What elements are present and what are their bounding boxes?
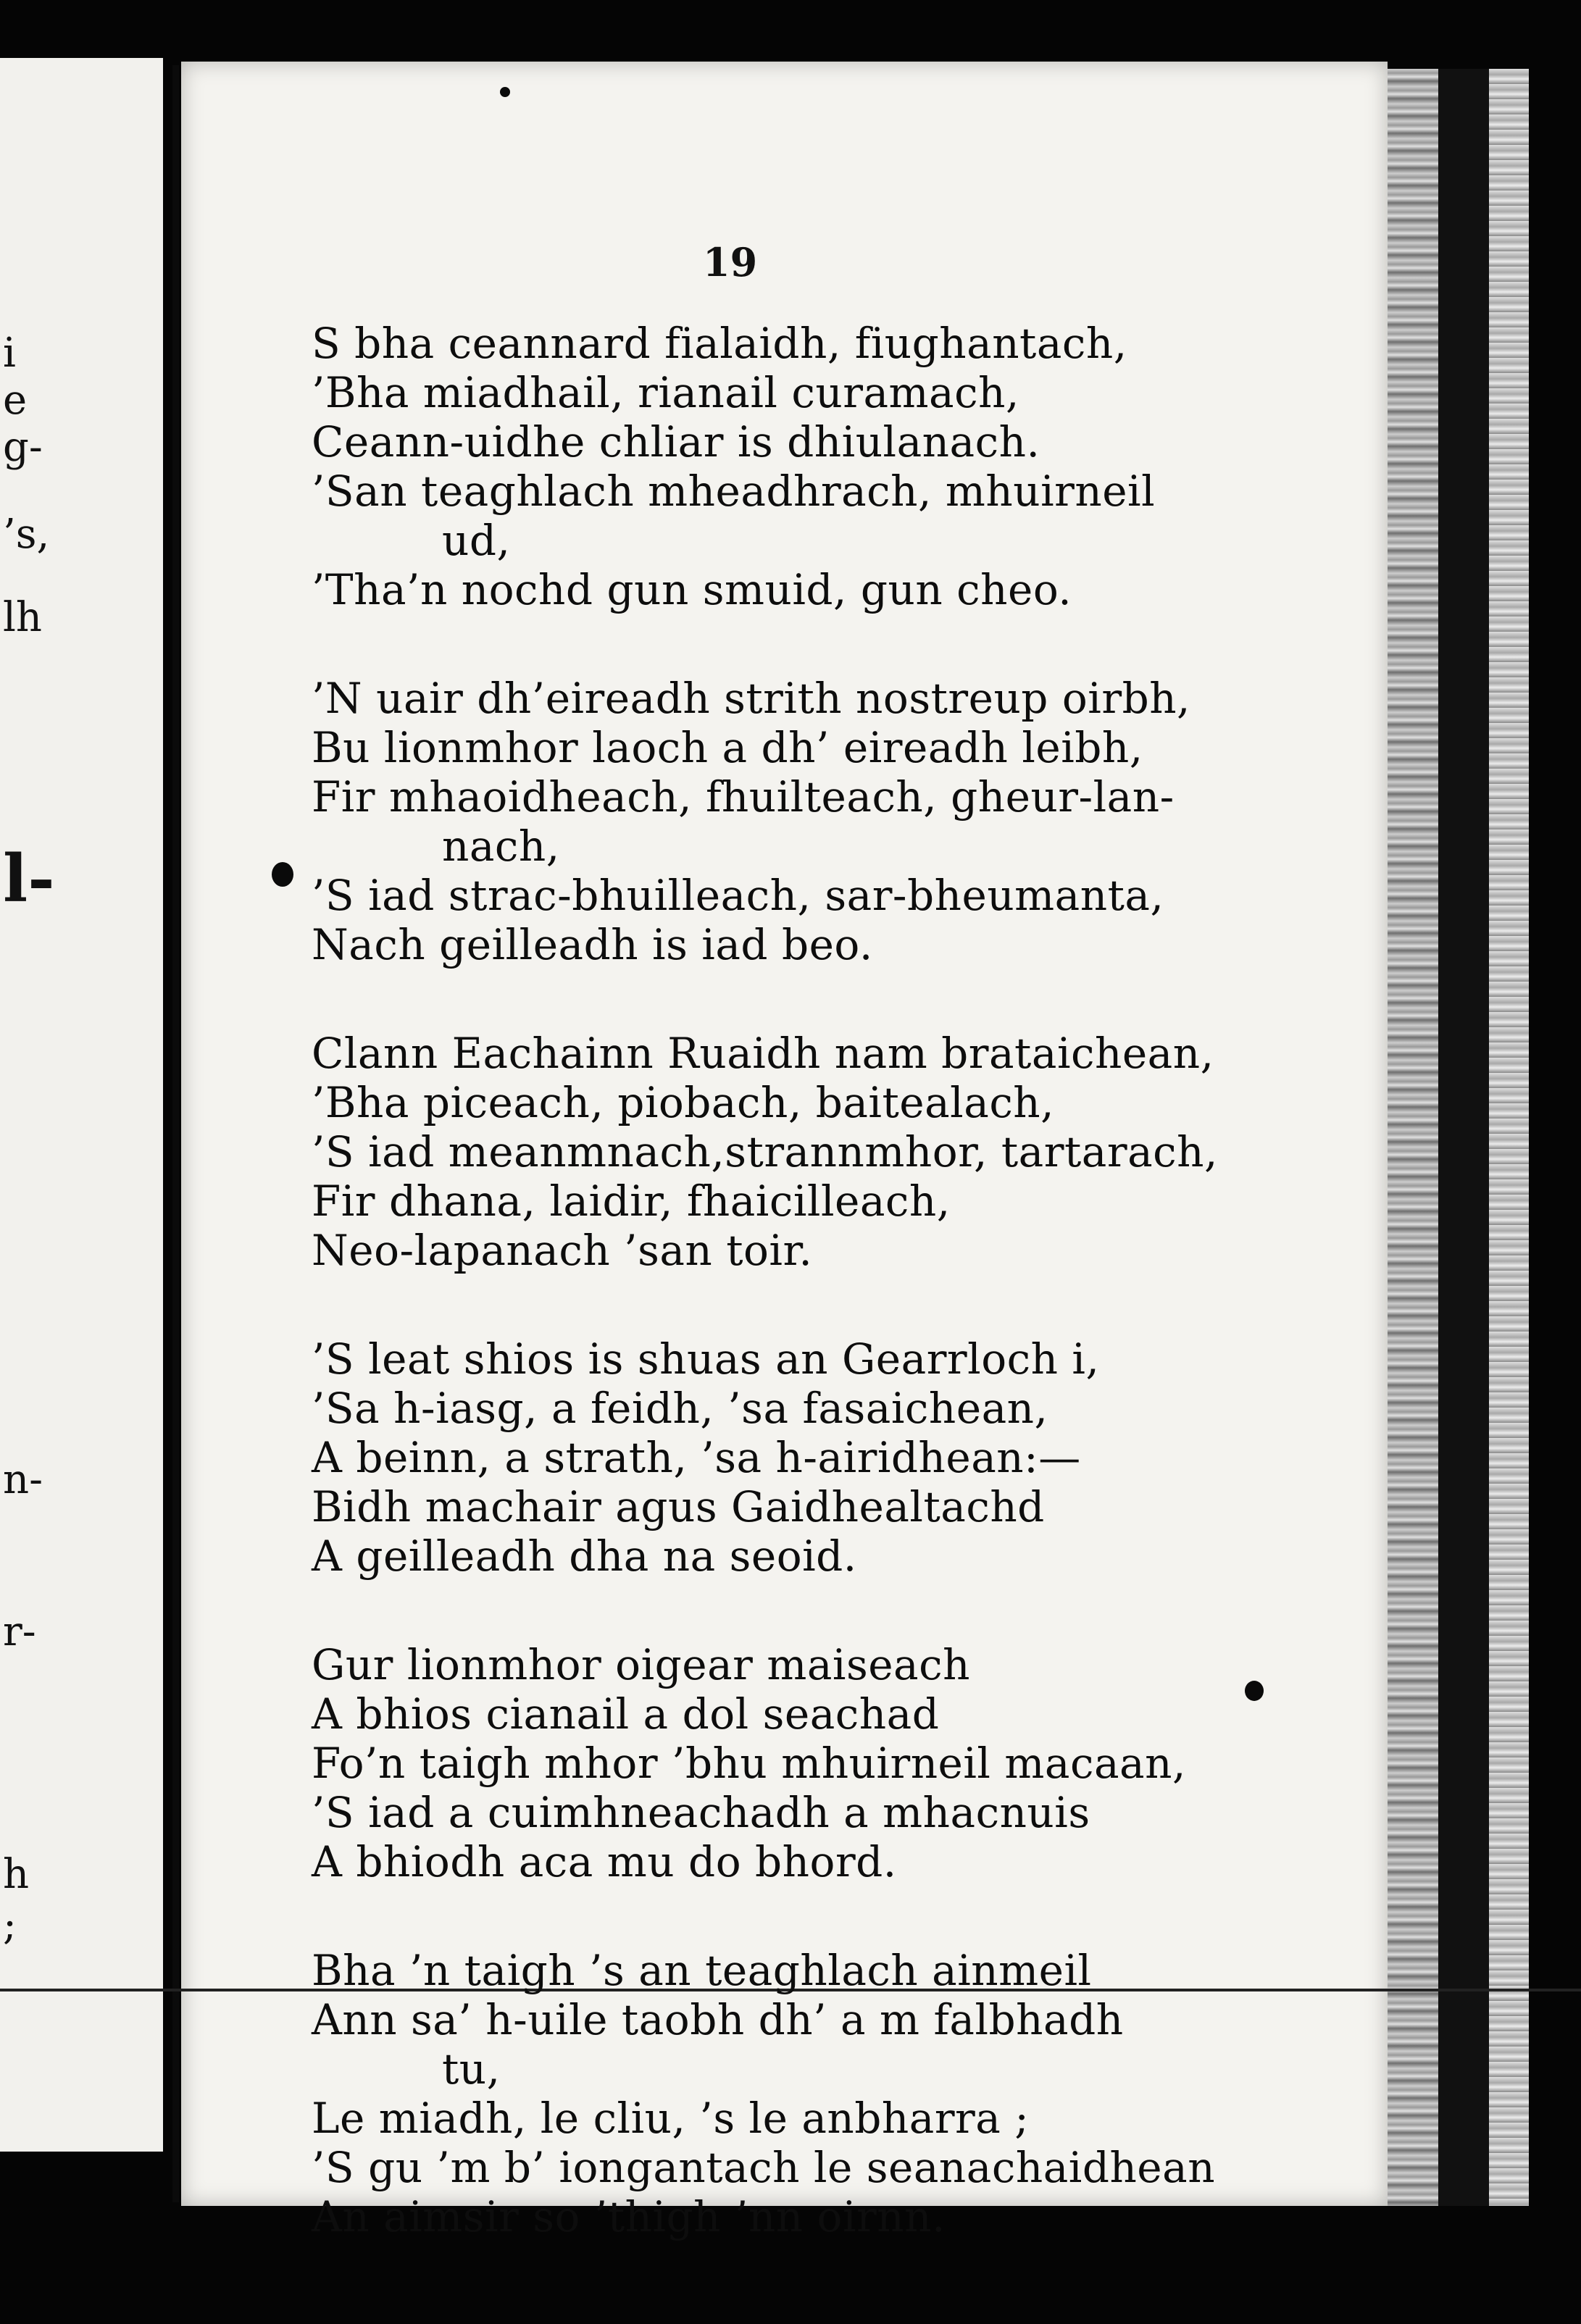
verse-line: ’S iad strac-bhuilleach, sar-bheumanta, [312, 871, 1164, 920]
ink-blot [272, 862, 293, 887]
stanza [312, 1946, 1216, 2241]
facing-page-fragment: i [3, 330, 16, 377]
page-number: 19 [703, 239, 758, 285]
verse-line: Clann Eachainn Ruaidh nam brataichean, [312, 1029, 1214, 1078]
verse-line: Nach geilleadh is iad beo. [312, 920, 873, 969]
stanza [312, 1029, 1218, 1275]
facing-page-fragment: l- [3, 840, 55, 917]
stanza [312, 674, 1190, 969]
verse-line: Le miadh, le cliu, ’s le anbharra ; [312, 2094, 1030, 2143]
verse-line: ’San teaghlach mheadhrach, mhuirneil [312, 467, 1156, 516]
verse-line: S bha ceannard fialaidh, fiughantach, [312, 319, 1127, 368]
verse-line: ’Bha piceach, piobach, baitealach, [312, 1078, 1055, 1127]
verse-line: A beinn, a strath, ’sa h-airidhean:— [312, 1433, 1081, 1482]
verse-line: Ceann-uidhe chliar is dhiulanach. [312, 417, 1040, 467]
verse-line: Neo-lapanach ’san toir. [312, 1226, 813, 1275]
book-gutter-shadow [1438, 69, 1489, 2206]
facing-page-fragment: ; [3, 1902, 17, 1949]
facing-page-fragment: e [3, 377, 28, 424]
verse-line: ’Sa h-iasg, a feidh, ’sa fasaichean, [312, 1384, 1048, 1433]
verse-line: A bhiodh aca mu do bhord. [312, 1837, 897, 1886]
verse-line: Bidh machair agus Gaidhealtachd [312, 1482, 1045, 1531]
verse-line: Bu lionmhor laoch a dh’ eireadh leibh, [312, 723, 1143, 772]
verse-line: ’N uair dh’eireadh strith nostreup oirbh, [312, 674, 1190, 723]
ink-blot [500, 87, 510, 97]
verse-line-continuation: tu, [442, 2044, 501, 2094]
verse-line: ’S leat shios is shuas an Gearrloch i, [312, 1334, 1100, 1384]
facing-page-fragment: h [3, 1851, 30, 1898]
stanza [312, 1334, 1181, 1581]
verse-line: Gur lionmhor oigear maiseach [312, 1640, 970, 1689]
verse-line: ’S gu ’m b’ iongantach le seanachaidhean [312, 2143, 1216, 2192]
facing-page-fragment: n- [3, 1456, 43, 1503]
verse-line: A geilleadh dha na seoid. [312, 1531, 857, 1581]
verse-line: A bhios cianail a dol seachad [312, 1689, 940, 1739]
verse-line: ’Bha miadhail, rianail curamach, [312, 368, 1019, 417]
verse-line: Ann sa’ h-uile taobh dh’ a m falbhadh [312, 1995, 1124, 2044]
verse-line: Fo’n taigh mhor ’bhu mhuirneil macaan, [312, 1739, 1186, 1788]
next-page-edge [1489, 69, 1529, 2206]
facing-page-fragment: r- [3, 1608, 36, 1655]
book-spine-edge [1388, 69, 1438, 2206]
facing-page-fragment: ’s, [3, 511, 50, 558]
facing-page-strip [0, 58, 163, 2152]
verse-line: ’S iad meanmnach,strannmhor, tartarach, [312, 1127, 1218, 1176]
verse-line: ’Tha’n nochd gun smuid, gun cheo. [312, 565, 1072, 614]
verse-line-continuation: nach, [442, 822, 560, 871]
verse-line: Fir dhana, laidir, fhaicilleach, [312, 1176, 951, 1226]
stanza [312, 319, 1181, 614]
facing-page-fragment: lh [3, 594, 42, 641]
verse-line: An aimsir so ’thigh ’nn oirnn. [312, 2192, 946, 2241]
facing-page-fragment: g- [3, 424, 43, 471]
ink-blot [1245, 1681, 1264, 1701]
verse-line: Fir mhaoidheach, fhuilteach, gheur-lan- [312, 772, 1175, 822]
page-left-edge [172, 65, 179, 2202]
verse-line: Bha ’n taigh ’s an teaghlach ainmeil [312, 1946, 1092, 1995]
poem-text [312, 319, 1218, 2301]
verse-line-continuation: ud, [442, 516, 511, 565]
stanza [312, 1640, 1186, 1886]
verse-line: ’S iad a cuimhneachadh a mhacnuis [312, 1788, 1090, 1837]
